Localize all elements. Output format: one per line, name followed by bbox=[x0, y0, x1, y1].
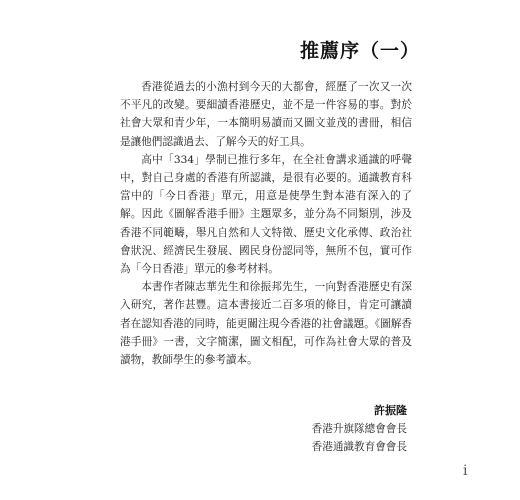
paragraph-3: 本書作者陳志華先生和徐振邦先生，一向對香港歷史有深入研究，著作甚豐。這本書接近二百多項的條目，肯定可讓讀者在認知香港的同時，能更關注現今香港的社會議題。《圖解香港手冊》一書，文字簡潔，圖文相配，可作為社會大眾的普及讀物，教師學生的參考讀本。 bbox=[120, 281, 412, 367]
signature-block bbox=[312, 402, 407, 456]
page-number: i bbox=[463, 463, 468, 479]
body-text bbox=[120, 78, 412, 369]
author-title-2: 香港通識教育會會長 bbox=[311, 441, 407, 453]
paragraph-2: 高中「334」學制已推行多年，在全社會講求通識的呼聲中，對自己身處的香港有所認識，是很有必要的。通識教育科當中的「今日香港」單元，用意是使學生對本港有深入的了解。因此《圖解香港手冊》主題眾多，並分為不同類別，涉及香港不同範疇，舉凡自然和人文特徵、歷史文化承傳、政治社會狀況、經濟民生發展、國民身份認同等，無所不包，實可作為「今日香港」單元的參考材料。 bbox=[120, 153, 412, 276]
author-title-1: 香港升旗隊總會會長 bbox=[311, 423, 407, 435]
page-title: 推薦序（一） bbox=[300, 40, 421, 62]
paragraph-1: 香港從過去的小漁村到今天的大都會，經歷了一次又一次不平凡的改變。要細讀香港歷史，並不是一件容易的事。對於社會大眾和青少年，一本簡明易讀而又圖文並茂的書冊，相信是讓他們認識過去、了解今天的好工具。 bbox=[120, 81, 412, 148]
author-name: 許振隆 bbox=[374, 404, 407, 417]
